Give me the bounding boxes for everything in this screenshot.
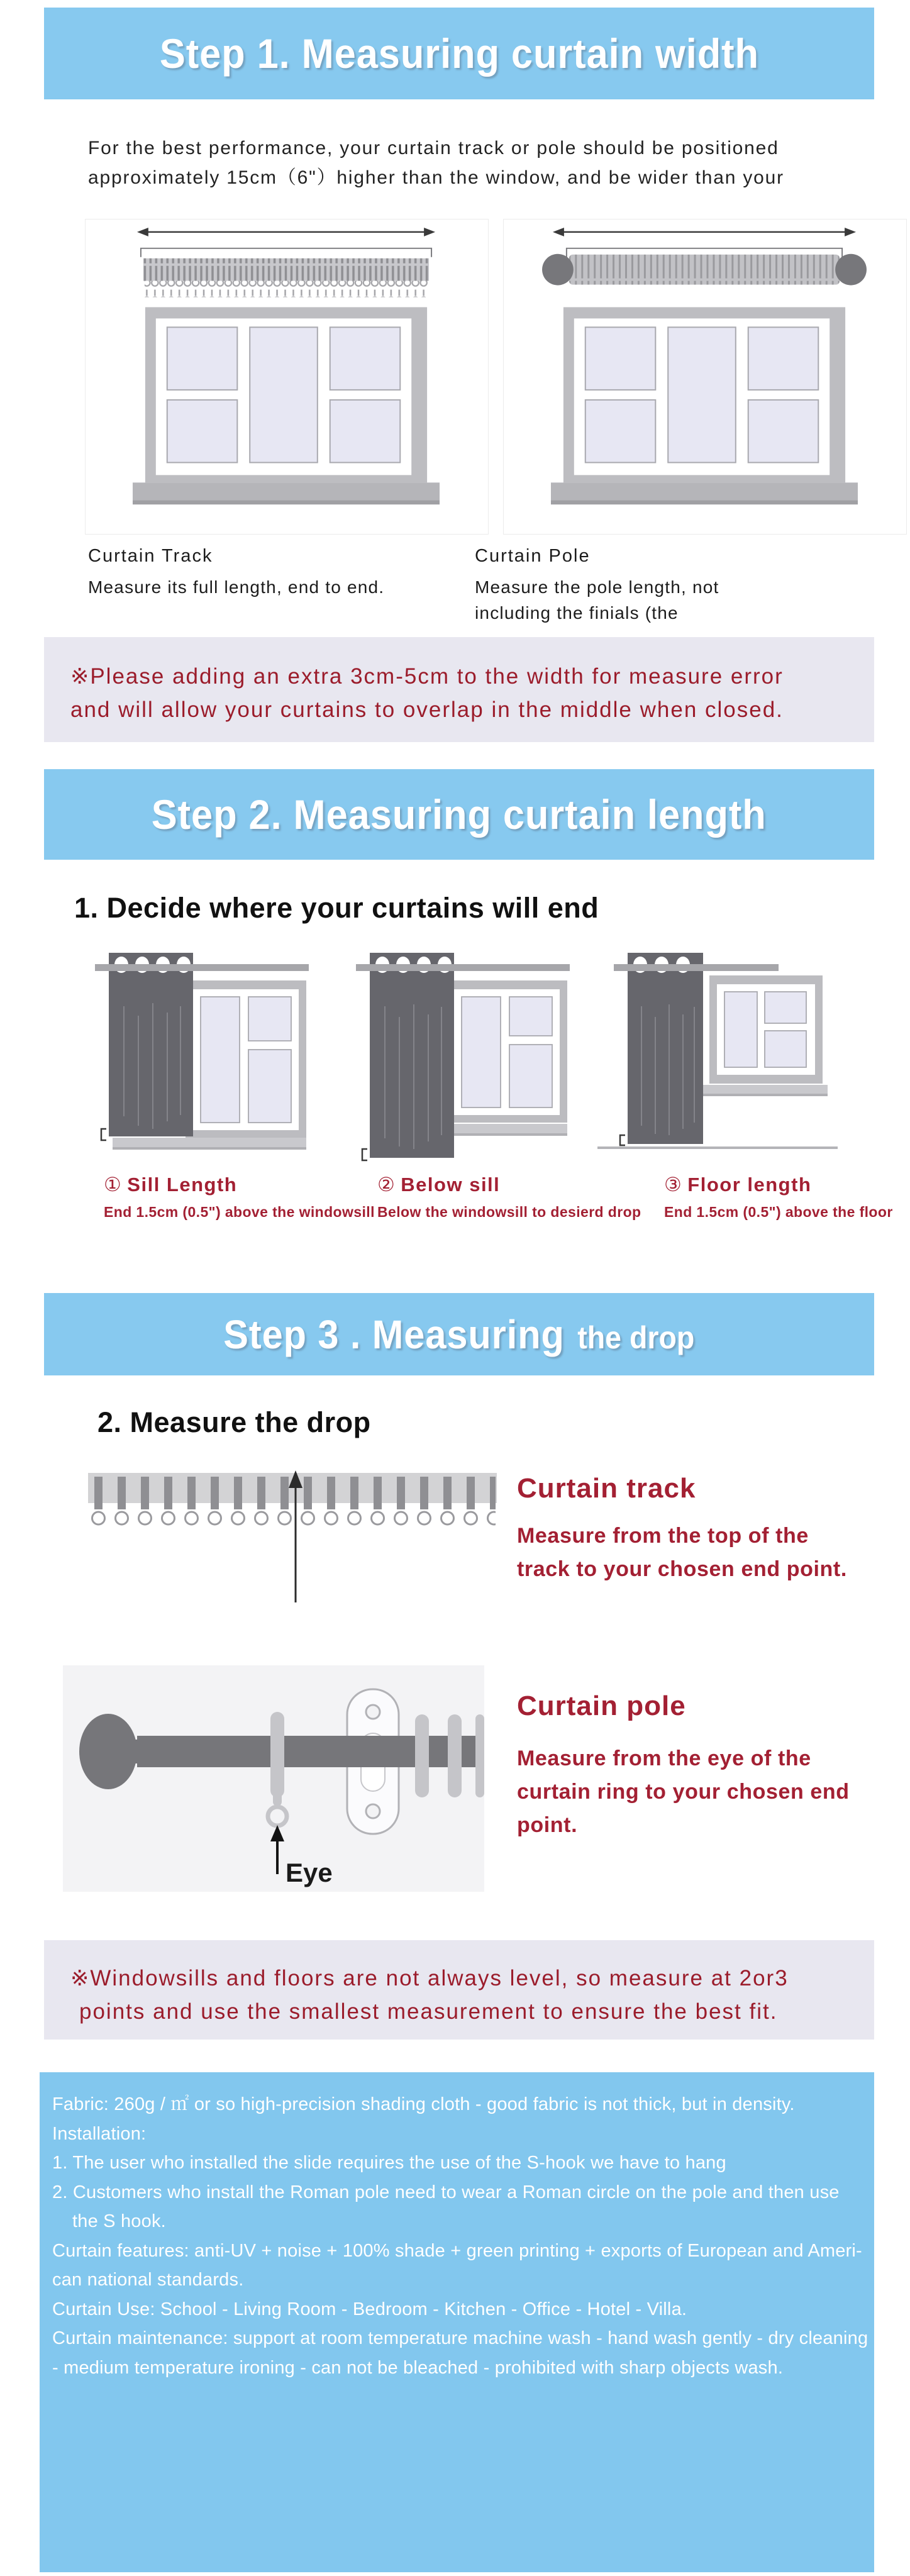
bracket-screw — [366, 1804, 380, 1818]
curtain-panel — [109, 953, 193, 1136]
step3-heading: 2. Measure the drop — [97, 1406, 371, 1438]
window-pane — [509, 997, 552, 1036]
curtain-pole-window-diagram — [503, 219, 907, 535]
intro-line-2: approximately 15cm（6"）higher than the window, and be wider than your — [88, 167, 784, 188]
details-line: Installation: — [52, 2123, 147, 2144]
window-pane — [765, 1031, 806, 1067]
measure-extent-bracket — [141, 248, 431, 257]
step2-banner — [44, 769, 874, 860]
track-instr-line1: Measure from the top of the — [517, 1524, 809, 1548]
window-sill — [133, 482, 440, 500]
measure-end-bracket — [362, 1149, 367, 1160]
below-sill-title: Below sill — [401, 1174, 501, 1196]
curtain-track-window-diagram — [85, 219, 489, 535]
step3-banner-title — [223, 1311, 694, 1358]
window-sill-shadow — [551, 500, 858, 504]
sill-length-diagram — [72, 947, 324, 1173]
window-pane — [724, 992, 757, 1067]
window-pane — [509, 1045, 552, 1108]
pole-body — [569, 255, 840, 285]
track-hooks-row — [145, 281, 428, 297]
circled-2-icon: ② — [377, 1174, 396, 1196]
step1-intro-paragraph — [88, 133, 784, 192]
track-caption-title: Curtain Track — [88, 546, 213, 566]
below-sill-label — [377, 1174, 500, 1196]
bracket-screw — [366, 1705, 380, 1719]
window-sill — [551, 482, 858, 500]
window-sill-shadow — [113, 1147, 306, 1150]
floor-line — [597, 1146, 838, 1149]
window-sill — [702, 1085, 828, 1094]
window-pane — [248, 1050, 291, 1123]
track-caption — [88, 546, 384, 600]
curtain-track-instructions — [517, 1519, 847, 1586]
window-sill — [113, 1138, 306, 1147]
step1-banner-title: Step 1. Measuring curtain width — [159, 30, 759, 77]
pole-instr-line3: point. — [517, 1813, 578, 1837]
intro-line-1: For the best performance, your curtain track or pole should be positioned — [88, 138, 779, 158]
details-line: the S hook. — [72, 2211, 166, 2231]
circled-3-icon: ③ — [664, 1174, 683, 1196]
window-pane — [748, 327, 819, 390]
floor-length-title: Floor length — [687, 1174, 812, 1196]
window-pane — [201, 997, 240, 1123]
track-hatch-band — [143, 258, 429, 281]
note1-line1: ※Please adding an extra 3cm-5cm to the width for measure error — [70, 664, 784, 689]
details-line: 1. The user who installed the slide requires the use of the S-hook we have to hang — [52, 2153, 726, 2173]
arrow-left-head — [137, 228, 148, 236]
step2-banner-title: Step 2. Measuring curtain length — [152, 791, 767, 838]
window-pane — [167, 327, 238, 390]
window-pane — [248, 997, 291, 1041]
pole-caption-line2: including the finials (the — [475, 603, 679, 623]
sill-length-graphic — [72, 947, 324, 1173]
sill-length-desc: End 1.5cm (0.5") above the windowsill — [104, 1204, 375, 1220]
curtain-panel — [628, 953, 703, 1144]
window-pane — [585, 327, 656, 390]
pole-body — [137, 1736, 484, 1767]
details-line: Curtain Use: School - Living Room - Bedroom - Kitchen - Office - Hotel - Villa. — [52, 2299, 687, 2319]
eye-label: Eye — [286, 1858, 333, 1887]
curtain-pole-instructions — [517, 1742, 850, 1842]
measure-end-bracket — [101, 1129, 106, 1140]
note2-line1: ※Windowsills and floors are not always level, so measure at 2or3 — [70, 1966, 789, 1990]
level-measure-note — [44, 1940, 874, 2040]
window-pane — [765, 992, 806, 1023]
curtain-pole-heading: Curtain pole — [517, 1690, 686, 1721]
curtain-track-diagram-graphic — [86, 219, 487, 533]
window-pane — [330, 400, 401, 463]
details-line: Fabric: 260g / ㎡ or so high-precision shading cloth - good fabric is not thick, but in density. — [52, 2094, 795, 2114]
curtain-ring — [415, 1714, 429, 1797]
ring-eye-stem — [273, 1790, 282, 1806]
curtain-panel — [370, 953, 454, 1158]
window-pane — [668, 327, 736, 462]
pole-caption-title: Curtain Pole — [475, 546, 591, 566]
circled-1-icon: ① — [104, 1174, 123, 1196]
window-pane — [330, 327, 401, 390]
pole-caption — [475, 546, 719, 626]
below-sill-graphic — [333, 947, 585, 1173]
step3-banner-sub: the drop — [577, 1319, 695, 1355]
note1-line2: and will allow your curtains to overlap in the middle when closed. — [70, 697, 784, 722]
below-sill-diagram — [333, 947, 585, 1173]
window-pane — [167, 400, 238, 463]
track-instr-line2: track to your chosen end point. — [517, 1557, 847, 1581]
details-line: Curtain maintenance: support at room temperature machine wash - hand wash gently - dry cleaning — [52, 2328, 868, 2348]
window-pane — [585, 400, 656, 463]
details-line: Curtain features: anti-UV + noise + 100% shade + green printing + exports of European and Ameri- — [52, 2240, 862, 2261]
window-pane — [250, 327, 318, 462]
details-line: - medium temperature ironing - can not be bleached - prohibited with sharp objects wash. — [52, 2357, 784, 2378]
arrow-right-head — [424, 228, 435, 236]
pole-caption-line1: Measure the pole length, not — [475, 577, 719, 597]
window-sill-shadow — [702, 1094, 828, 1096]
step1-banner — [44, 8, 874, 99]
width-measure-note — [44, 637, 874, 742]
step3-banner — [44, 1293, 874, 1375]
window-sill-shadow — [133, 500, 440, 504]
floor-length-desc: End 1.5cm (0.5") above the floor — [664, 1204, 893, 1220]
curtain-ring-with-eye — [270, 1712, 284, 1797]
below-sill-desc: Below the windowsill to desierd drop — [377, 1204, 641, 1220]
sill-length-label — [104, 1174, 237, 1196]
ring-eye — [268, 1807, 287, 1826]
arrow-right-head — [845, 228, 856, 236]
pole-drop-graphic — [63, 1665, 484, 1892]
curtain-ring — [475, 1714, 484, 1797]
floor-length-label — [664, 1174, 811, 1196]
pole-finial-right — [835, 254, 867, 286]
pole-instr-line2: curtain ring to your chosen end — [517, 1780, 850, 1804]
sill-length-title: Sill Length — [127, 1174, 238, 1196]
step2-heading: 1. Decide where your curtains will end — [74, 892, 599, 924]
pole-instr-line1: Measure from the eye of the — [517, 1746, 811, 1770]
floor-length-graphic — [591, 947, 843, 1173]
step3-banner-main: Step 3 . Measuring — [223, 1311, 565, 1357]
note2-line2: points and use the smallest measurement to ensure the best fit. — [79, 1999, 778, 2024]
window-pane — [462, 997, 501, 1108]
measure-end-bracket — [620, 1135, 625, 1145]
pole-finial-neck — [128, 1740, 141, 1763]
track-drop-diagram — [88, 1468, 497, 1613]
product-details-box — [40, 2072, 874, 2572]
pole-finial-left — [542, 254, 574, 286]
curtain-ring — [448, 1714, 462, 1797]
floor-length-diagram — [591, 947, 843, 1173]
window-pane — [748, 400, 819, 463]
curtain-pole-diagram-graphic — [504, 219, 905, 533]
curtain-track-heading: Curtain track — [517, 1473, 696, 1504]
details-line: 2. Customers who install the Roman pole need to wear a Roman circle on the pole and then use — [52, 2182, 840, 2202]
details-line: can national standards. — [52, 2270, 244, 2290]
arrow-left-head — [553, 228, 564, 236]
track-caption-body: Measure its full length, end to end. — [88, 577, 385, 597]
track-drop-graphic — [88, 1468, 497, 1613]
track-gliders — [89, 1468, 496, 1531]
pole-drop-diagram — [63, 1665, 484, 1892]
